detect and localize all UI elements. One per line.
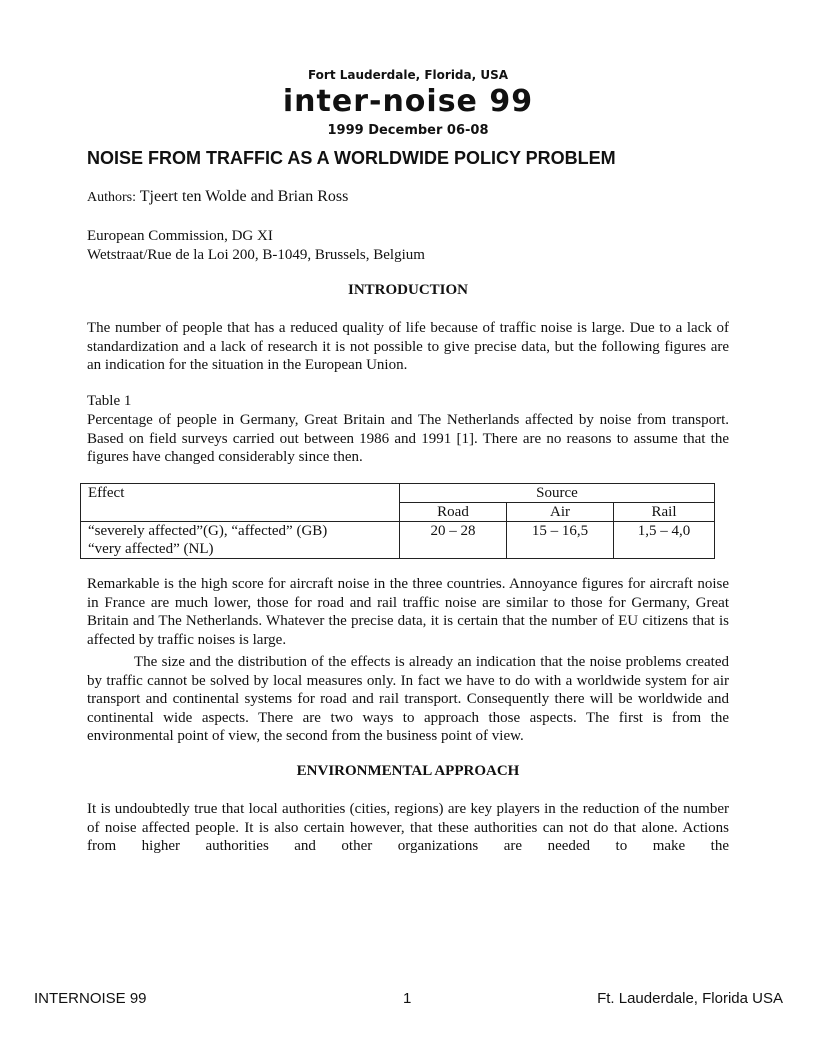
- affiliation-line-2: Wetstraat/Rue de la Loi 200, B-1049, Brussels, Belgium: [87, 246, 425, 263]
- authors-line: [87, 188, 729, 208]
- footer-left: INTERNOISE 99: [34, 990, 147, 1007]
- authors-label: Authors:: [87, 190, 136, 205]
- cell-effect: [81, 522, 400, 559]
- cell-air: 15 – 16,5: [507, 522, 614, 559]
- body-paragraph-1: Remarkable is the high score for aircraft noise in the three countries. Annoyance figures for aircraft noise in France are much lower, those for road and rail traffic noise are similar to those for Germany, Great Britain and The Netherlands. Whatever the precise data, it is certain that the number of EU citizens that is affected by traffic noises is large.: [87, 576, 729, 648]
- effects-table: [80, 483, 715, 559]
- footer-right: Ft. Lauderdale, Florida USA: [597, 990, 783, 1007]
- affiliation: [87, 227, 729, 264]
- conference-logo: inter-noise 99: [282, 84, 534, 119]
- section-heading-environmental: ENVIRONMENTAL APPROACH: [296, 763, 520, 779]
- cell-effect-line-2: “very affected” (NL): [88, 541, 214, 557]
- cell-effect-line-1: “severely affected”(G), “affected” (GB): [88, 523, 328, 539]
- header-source: Source: [400, 484, 715, 503]
- header-air: Air: [507, 503, 614, 522]
- intro-paragraph: The number of people that has a reduced quality of life because of traffic noise is large. Due to a lack of standardization and a lack of research it is not possible to give precise data, but the following figures are an indication for the situation in the European Union.: [87, 320, 729, 373]
- table-row: [81, 522, 715, 559]
- paper-title: NOISE FROM TRAFFIC AS A WORLDWIDE POLICY PROBLEM: [87, 148, 616, 168]
- cell-road: 20 – 28: [400, 522, 507, 559]
- footer-page-number: 1: [403, 990, 412, 1007]
- authors-names: Tjeert ten Wolde and Brian Ross: [139, 188, 349, 205]
- environmental-paragraph: It is undoubtedly true that local authorities (cities, regions) are key players in the reduction of the number of noise affected people. It is also certain however, that these authorities can not do that alone. Actions from higher authorities and other organizations are needed to make the: [87, 801, 729, 854]
- header-effect: Effect: [81, 484, 400, 522]
- conference-dates: 1999 December 06-08: [327, 123, 489, 138]
- cell-rail: 1,5 – 4,0: [614, 522, 715, 559]
- table-label: Table 1: [87, 393, 132, 409]
- header-rail: Rail: [614, 503, 715, 522]
- conference-location: Fort Lauderdale, Florida, USA: [307, 68, 509, 82]
- table-header-row: [81, 484, 715, 503]
- table-caption: Percentage of people in Germany, Great Britain and The Netherlands affected by noise from transport. Based on field surveys carried out between 1986 and 1991 [1]. There are no reasons to assume that the figures have changed considerably since then.: [87, 412, 729, 465]
- header-road: Road: [400, 503, 507, 522]
- affiliation-line-1: European Commission, DG XI: [87, 228, 273, 244]
- section-heading-introduction: INTRODUCTION: [347, 282, 468, 298]
- body-paragraph-2: The size and the distribution of the effects is already an indication that the noise problems created by traffic cannot be solved by local measures only. In fact we have to do with a worldwide system for air transport and continental systems for road and rail transport. Consequently there will be worldwide and continental wide aspects. There are two ways to approach those aspects. The first is from the environmental point of view, the second from the business point of view.: [87, 654, 729, 744]
